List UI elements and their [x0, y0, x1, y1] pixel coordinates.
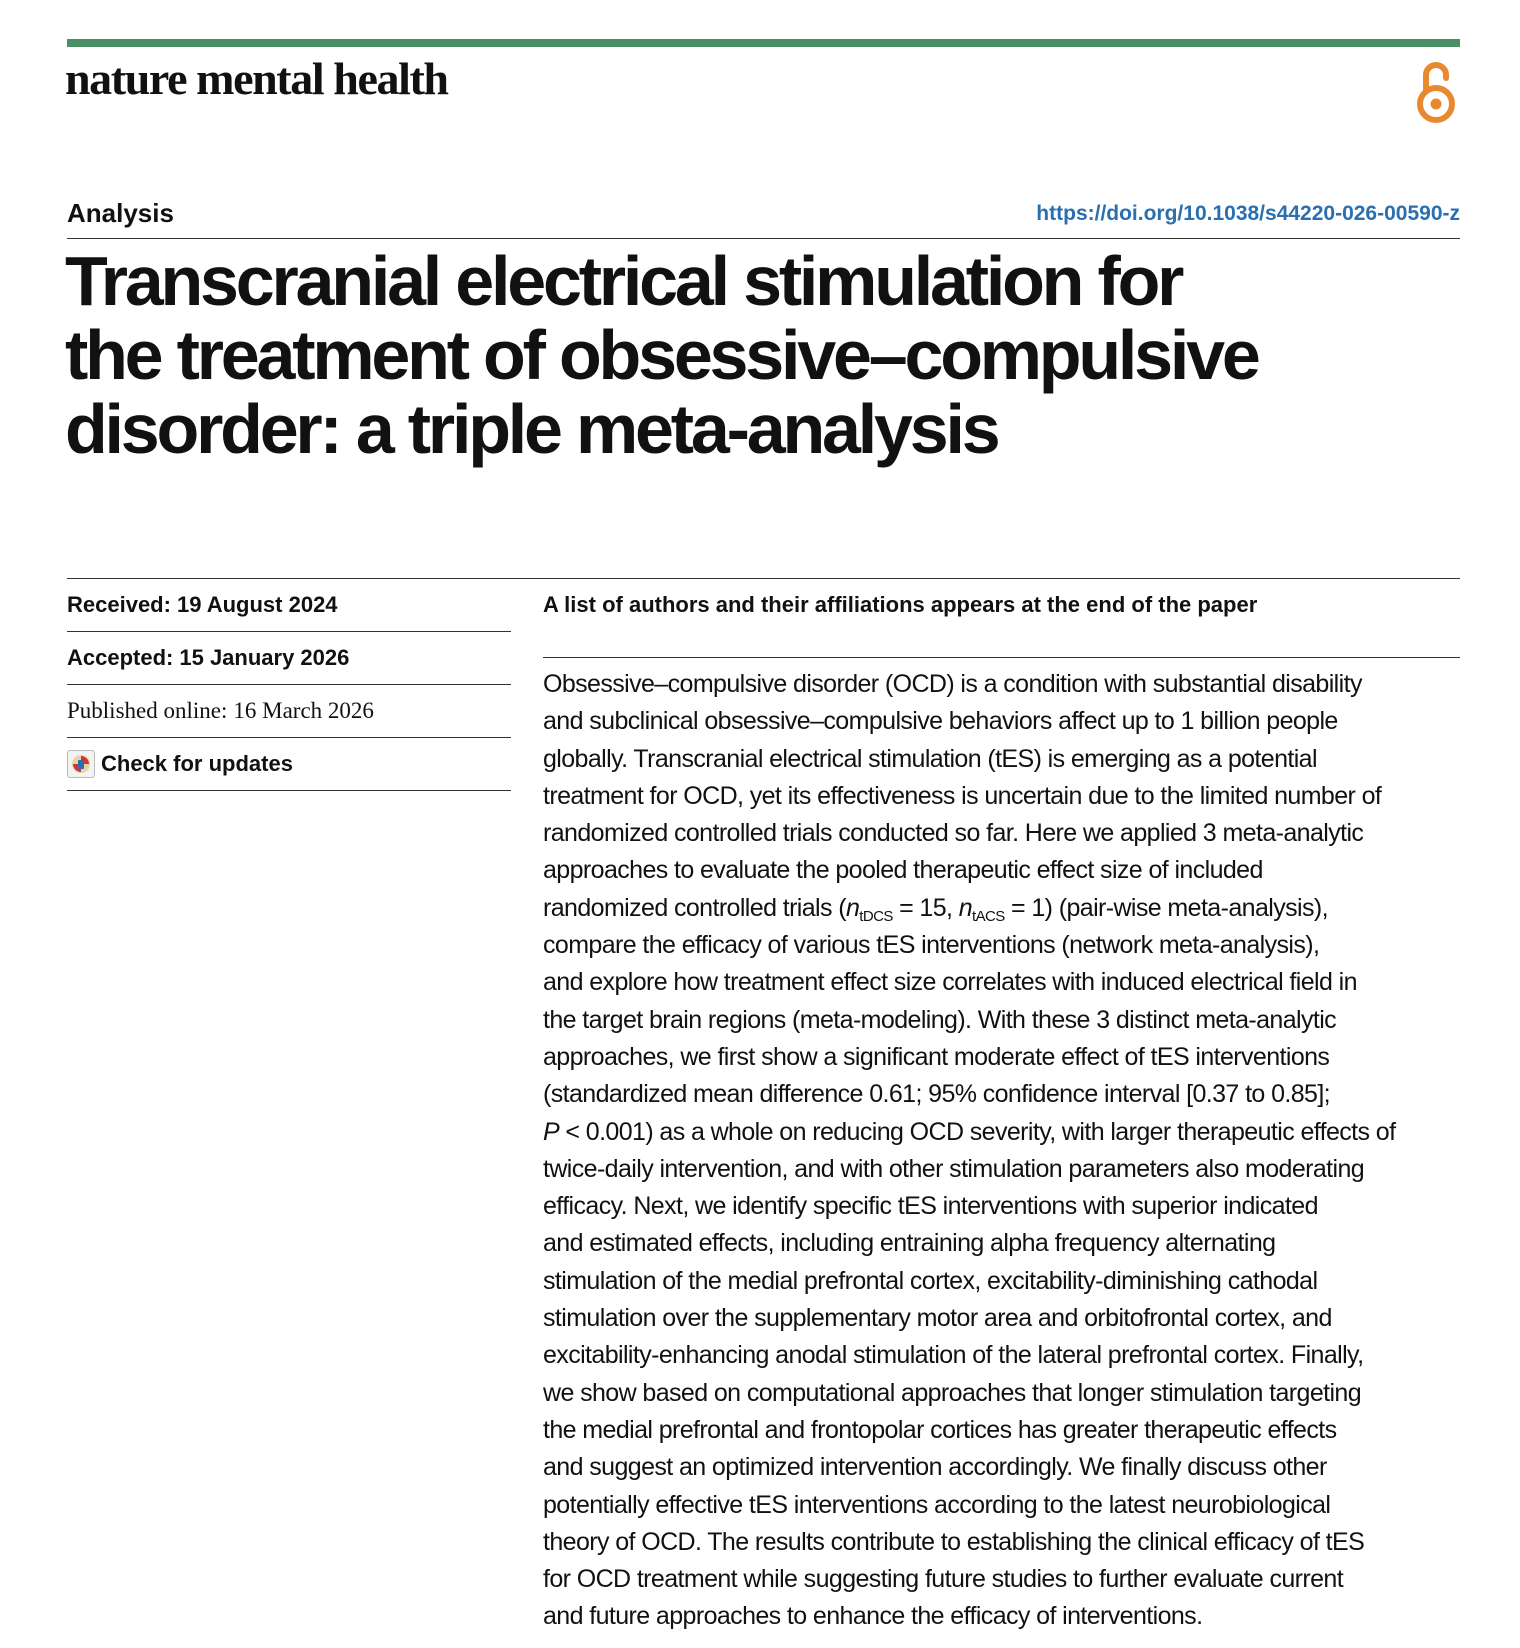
article-title	[65, 244, 1445, 466]
received-date: 19 August 2024	[176, 592, 338, 617]
header-divider	[67, 238, 1460, 239]
abstract-line: efficacy. Next, we identify specific tES interventions with superior indicated	[543, 1192, 1318, 1221]
check-for-updates-button[interactable]	[67, 738, 511, 791]
abstract	[543, 666, 1463, 1636]
abstract-line: treatment for OCD, yet its effectiveness is uncertain due to the limited number of	[543, 781, 1382, 810]
check-updates-label: Check for updates	[101, 751, 293, 776]
article-type-label: Analysis	[67, 198, 174, 228]
title-line: Transcranial electrical stimulation for	[65, 242, 1182, 320]
abstract-line: excitability-enhancing anodal stimulation of the lateral prefrontal cortex. Finally,	[543, 1341, 1364, 1370]
abstract-line: (standardized mean difference 0.61; 95% confidence interval [0.37 to 0.85];	[543, 1080, 1331, 1109]
published-label: Published online:	[67, 698, 228, 723]
abstract-line: for OCD treatment while suggesting future studies to further evaluate current	[543, 1565, 1344, 1594]
published-date: 16 March 2026	[233, 698, 374, 723]
check-updates-icon	[67, 750, 95, 778]
abstract-line: the target brain regions (meta-modeling). With these 3 distinct meta-analytic	[543, 1005, 1337, 1034]
accepted-label: Accepted:	[67, 645, 174, 670]
abstract-line: compare the efficacy of various tES interventions (network meta-analysis),	[543, 931, 1320, 960]
accepted-row	[67, 632, 511, 685]
doi-link[interactable]: https://doi.org/10.1038/s44220-026-00590-z	[1036, 202, 1460, 225]
abstract-line: and estimated effects, including entraining alpha frequency alternating	[543, 1229, 1276, 1258]
abstract-line: randomized controlled trials conducted so far. Here we applied 3 meta-analytic	[543, 819, 1364, 848]
abstract-divider	[543, 657, 1460, 658]
top-accent-rule	[67, 39, 1460, 47]
journal-name[interactable]: nature mental health	[65, 53, 448, 104]
title-line: disorder: a triple meta-analysis	[65, 390, 998, 468]
abstract-line: Obsessive–compulsive disorder (OCD) is a condition with substantial disability	[543, 670, 1362, 698]
abstract-line: approaches, we first show a significant moderate effect of tES interventions	[543, 1042, 1330, 1071]
abstract-line: globally. Transcranial electrical stimulation (tES) is emerging as a potential	[543, 744, 1317, 773]
received-label: Received:	[67, 592, 171, 617]
accepted-date: 15 January 2026	[179, 645, 350, 670]
abstract-line: we show based on computational approaches that longer stimulation targeting	[543, 1378, 1362, 1407]
open-access-lock-icon	[1412, 56, 1460, 126]
abstract-line: the medial prefrontal and frontopolar cortices has greater therapeutic effects	[543, 1415, 1337, 1444]
abstract-line: twice-daily intervention, and with other stimulation parameters also moderating	[543, 1154, 1365, 1183]
abstract-line: and future approaches to enhance the efficacy of interventions.	[543, 1602, 1203, 1631]
abstract-line: P < 0.001) as a whole on reducing OCD severity, with larger therapeutic effects of	[543, 1117, 1396, 1146]
abstract-line: stimulation of the medial prefrontal cortex, excitability-diminishing cathodal	[543, 1266, 1318, 1295]
article-history	[67, 579, 511, 791]
abstract-line: potentially effective tES interventions according to the latest neurobiological	[543, 1490, 1331, 1519]
abstract-line: stimulation over the supplementary motor area and orbitofrontal cortex, and	[543, 1304, 1332, 1333]
abstract-line: and subclinical obsessive–compulsive behaviors affect up to 1 billion people	[543, 707, 1338, 736]
abstract-line: and explore how treatment effect size correlates with induced electrical field in	[543, 968, 1357, 997]
abstract-line: and suggest an optimized intervention accordingly. We finally discuss other	[543, 1453, 1327, 1482]
published-row	[67, 685, 511, 738]
abstract-line: approaches to evaluate the pooled therapeutic effect size of included	[543, 856, 1263, 885]
authors-affiliations-note: A list of authors and their affiliations appears at the end of the paper	[543, 592, 1258, 617]
title-line: the treatment of obsessive–compulsive	[65, 316, 1258, 394]
abstract-line: randomized controlled trials ($n_{tDCS} = 15$, $n_{tACS} = 1$) (pair-wise meta-analysis),	[543, 893, 1328, 925]
abstract-line: theory of OCD. The results contribute to establishing the clinical efficacy of tES	[543, 1527, 1365, 1556]
received-row	[67, 579, 511, 632]
